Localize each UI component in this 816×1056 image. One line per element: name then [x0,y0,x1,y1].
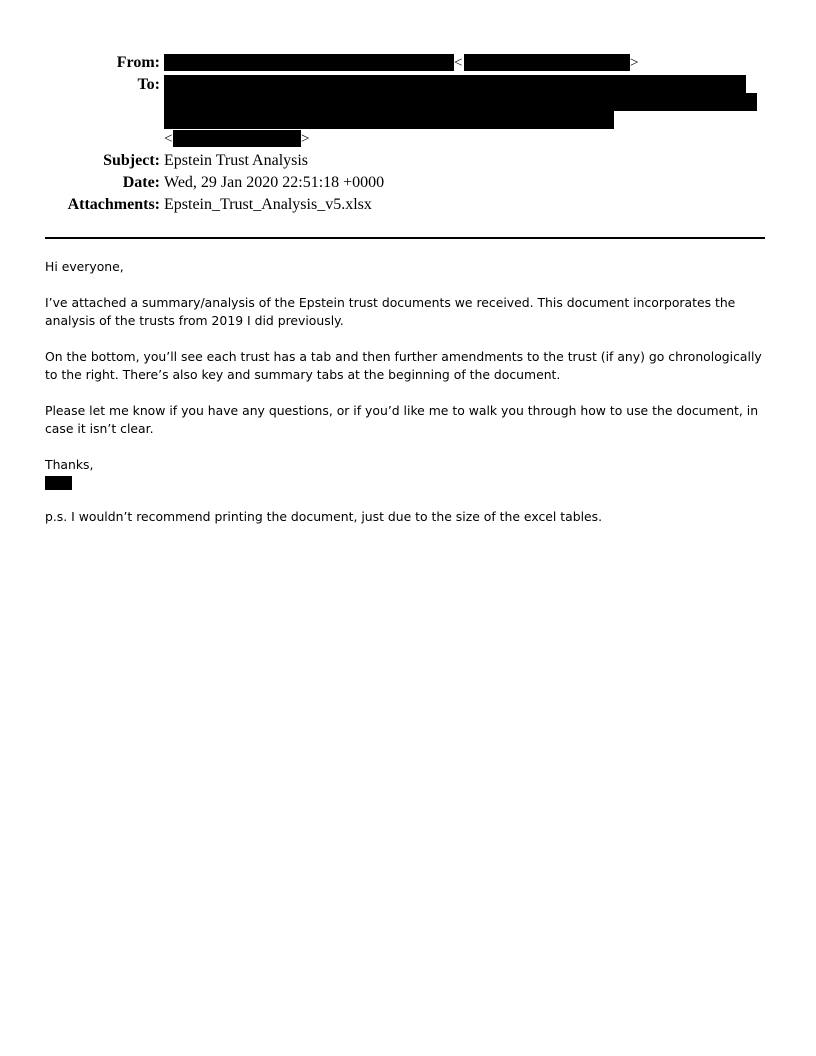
to-label: To: [137,76,160,93]
date-label: Date: [122,174,160,191]
subject-row [0,152,816,174]
postscript: p.s. I wouldn’t recommend printing the document, just due to the size of the excel tables. [45,509,603,524]
subject-label: Subject: [103,152,160,169]
subject-value: Epstein Trust Analysis [164,152,309,169]
body-paragraph-1: I’ve attached a summary/analysis of the Epstein trust documents we received. This document incorporates the analysis of the trusts from 2019 I did previously. [45,295,736,328]
to-recipients-redaction-2 [164,93,757,111]
date-value: Wed, 29 Jan 2020 22:51:18 +0000 [164,174,385,191]
to-recipients-redaction-1 [164,75,746,93]
attachment-filename: Epstein_Trust_Analysis_v5.xlsx [164,196,372,213]
body-paragraph-2: On the bottom, you’ll see each trust has a tab and then further amendments to the trust (if any) go chronologically to the right. There’s also key and summary tabs at the beginning of the document. [45,349,762,382]
from-label: From: [116,54,160,71]
from-open-bracket: < [454,55,463,71]
signoff: Thanks, [45,457,94,472]
to-close-bracket: > [301,131,310,147]
to-email-redaction [173,130,301,147]
from-close-bracket: > [630,55,639,71]
from-name-redaction [164,54,454,71]
to-open-bracket: < [164,131,173,147]
greeting: Hi everyone, [45,259,124,274]
to-recipients-redaction-3 [164,111,614,129]
from-email-redaction [464,54,630,71]
date-row [0,174,816,196]
email-body [45,258,767,544]
header-divider [45,237,765,239]
attachments-row [0,196,816,218]
signature-redaction [45,476,72,490]
body-paragraph-3: Please let me know if you have any questions, or if you’d like me to walk you through how to use the document, in case it isn’t clear. [45,403,759,436]
attachments-label: Attachments: [67,196,160,213]
